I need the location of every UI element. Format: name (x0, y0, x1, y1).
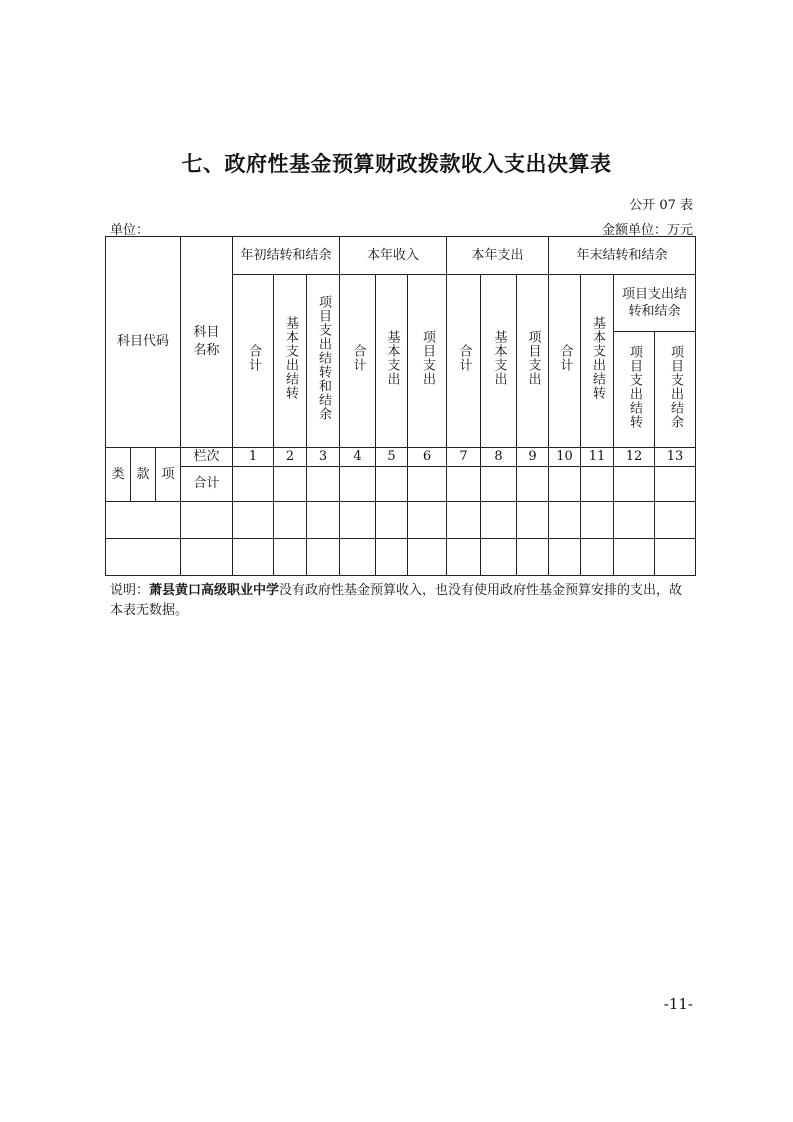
table-cell (614, 467, 655, 502)
table-cell (549, 502, 581, 539)
table-cell (517, 467, 549, 502)
column-number: 4 (340, 448, 376, 467)
table-cell (233, 539, 274, 576)
table-cell (233, 502, 274, 539)
table-cell (549, 467, 581, 502)
column-number: 9 (517, 448, 549, 467)
header-end-project-surplus: 项目支出结余 (655, 332, 696, 448)
table-cell (376, 467, 408, 502)
table-cell (581, 467, 614, 502)
header-begin-basic-carryover: 基本支出结转 (274, 275, 307, 448)
note-prefix: 说明： (110, 583, 150, 598)
amount-unit: 金额单位：万元 (601, 223, 693, 238)
page-number: -11- (663, 995, 693, 1013)
table-cell (307, 467, 340, 502)
table-cell (581, 539, 614, 576)
table-row (106, 502, 696, 539)
budget-table (105, 236, 696, 576)
table-cell (481, 467, 517, 502)
table-cell (340, 467, 376, 502)
header-end-basic-carryover: 基本支出结转 (581, 275, 614, 448)
header-end-project-group: 项目支出结转和结余 (614, 275, 696, 332)
column-number: 8 (481, 448, 517, 467)
note-org: 萧县黄口高级职业中学 (149, 583, 280, 598)
table-cell (376, 539, 408, 576)
header-income-basic: 基本支出 (376, 275, 408, 448)
table-cell (408, 502, 447, 539)
table-cell (274, 467, 307, 502)
header-income-total: 合计 (340, 275, 376, 448)
page-title: 七、政府性基金预算财政拨款收入支出决算表 (181, 152, 612, 176)
header-category: 类 (106, 448, 131, 502)
table-cell (655, 502, 696, 539)
table-cell (181, 502, 233, 539)
header-expense-basic: 基本支出 (481, 275, 517, 448)
table-cell (274, 502, 307, 539)
unit-label: 单位： (110, 223, 150, 238)
table-cell (517, 539, 549, 576)
table-cell (307, 539, 340, 576)
table-cell (614, 502, 655, 539)
header-begin-project-balance: 项目支出结转和结余 (307, 275, 340, 448)
table-cell (655, 467, 696, 502)
header-expense-project: 项目支出 (517, 275, 549, 448)
column-number: 10 (549, 448, 581, 467)
column-number: 7 (447, 448, 481, 467)
table-cell (517, 502, 549, 539)
header-beginning-balance: 年初结转和结余 (233, 237, 340, 275)
table-cell (340, 539, 376, 576)
column-number: 3 (307, 448, 340, 467)
table-cell (376, 502, 408, 539)
table-cell (655, 539, 696, 576)
column-index-label: 栏次 (181, 448, 233, 467)
table-cell (340, 502, 376, 539)
table-cell (481, 539, 517, 576)
header-current-income: 本年收入 (340, 237, 447, 275)
form-number: 公开 07 表 (629, 198, 693, 213)
table-cell (181, 539, 233, 576)
table-cell (447, 502, 481, 539)
column-number: 11 (581, 448, 614, 467)
header-subject-name: 科目名称 (181, 237, 233, 448)
total-row-label: 合计 (181, 467, 233, 502)
table-cell (106, 502, 181, 539)
header-end-total: 合计 (549, 275, 581, 448)
header-ending-balance: 年末结转和结余 (549, 237, 696, 275)
column-number: 12 (614, 448, 655, 467)
table-cell (274, 539, 307, 576)
table-cell (408, 539, 447, 576)
column-number: 5 (376, 448, 408, 467)
table-cell (614, 539, 655, 576)
column-number: 13 (655, 448, 696, 467)
table-cell (408, 467, 447, 502)
table-cell (307, 502, 340, 539)
header-expense-total: 合计 (447, 275, 481, 448)
column-number: 1 (233, 448, 274, 467)
table-cell (447, 467, 481, 502)
table-cell (233, 467, 274, 502)
column-number: 2 (274, 448, 307, 467)
header-current-expense: 本年支出 (447, 237, 549, 275)
table-cell (447, 539, 481, 576)
note (110, 581, 695, 621)
table-row (106, 539, 696, 576)
header-income-project: 项目支出 (408, 275, 447, 448)
table-cell (549, 539, 581, 576)
header-begin-total: 合计 (233, 275, 274, 448)
note-text: 没有政府性基金预算收入，也没有使用政府性基金预算安排的支出，故本表无数据。 (110, 583, 683, 618)
table-cell (581, 502, 614, 539)
header-section: 款 (131, 448, 156, 502)
header-item: 项 (156, 448, 181, 502)
table-cell (106, 539, 181, 576)
header-end-project-carryover: 项目支出结转 (614, 332, 655, 448)
column-number: 6 (408, 448, 447, 467)
header-subject-code: 科目代码 (106, 237, 181, 448)
table-cell (481, 502, 517, 539)
